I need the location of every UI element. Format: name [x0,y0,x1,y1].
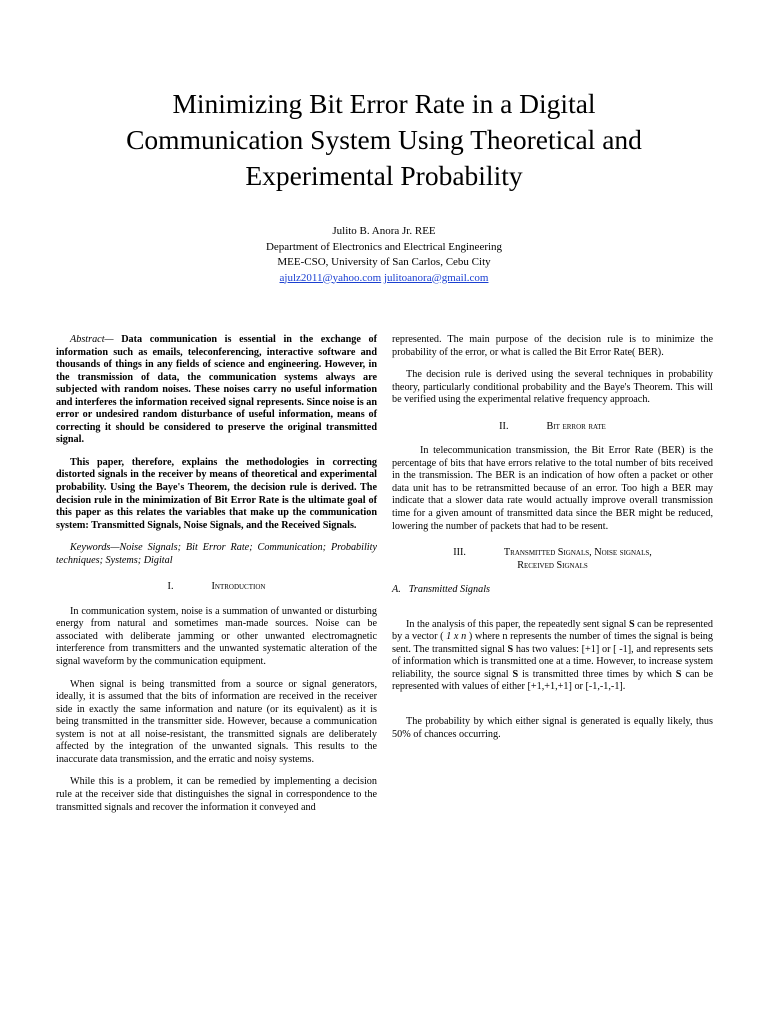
paper-title [60,86,708,194]
spacer [392,704,713,716]
section-title-line-1: Transmitted Signals, Noise signals, [503,547,652,559]
signal-symbol: S [507,643,514,655]
section-heading-signals [392,547,713,572]
author-department: Department of Electronics and Electrical Engineering [265,240,503,253]
abstract-paragraph-2: This paper, therefore, explains the methodologies in correcting distorted signals in the receiver by means of theoretical and experimental probability. Using the Baye's Theorem, the decision rule is derived. The decision rule in the minimization of Bit Error Rate is the ultimate goal of this paper as this relates the variables that make up the communication system: Transmitted Signals, Noise Signals, and the Received Signals. [56,456,377,531]
signals-paragraph-2: The probability by which either signal is generated is equally likely, thus 50% of chances occurring. [392,716,713,740]
title-line-3: Experimental Probability [245,160,523,191]
section-number: III. [453,547,466,559]
spacer [392,607,713,619]
subsection-letter: A. [392,584,401,596]
right-column [392,334,713,751]
title-line-2: Communication System Using Theoretical and [126,124,642,155]
text-run: is transmitted three times by which [518,668,676,680]
title-line-1: Minimizing Bit Error Rate in a Digital [172,88,596,119]
text-run: In the analysis of this paper, the repeatedly sent signal [406,618,629,630]
left-column [56,334,377,824]
ber-paragraph-1: In telecommunication transmission, the Bit Error Rate (BER) is the percentage of bits that have errors relative to the total number of bits received in the transmission. The BER is an indication of how often a packet or other data unit has to be retransmitted because of an error. Too high a BER may indicate that a slower data rate would actually improve overall transmission time for a given amount of transmitted data since the BER might be reduced, lowering the number of packets that had to be resent. [392,445,713,532]
subsection-title: Transmitted Signals [408,584,491,596]
keywords-label: Keywords— [70,542,120,554]
email-link-gmail[interactable]: julitoanora@gmail.com [383,271,489,284]
text-run: can be represented with values of either [+1,+1,+1] or [-1,-1,-1]. [392,668,713,693]
section-heading-bit-error-rate [392,421,713,434]
intro-paragraph-3: While this is a problem, it can be remedied by implementing a decision rule at the receiver side that distinguishes the signal in correspondence to the transmitted signals and recover the information it conveyed and [56,776,377,813]
author-name: Julito B. Anora Jr. REE [332,225,436,237]
author-block [60,224,708,286]
vector-notation: 1 x n [443,631,469,643]
keywords-text: Noise Signals; Bit Error Rate; Communication; Probability techniques; Systems; Digital [56,542,377,566]
section-title: Introduction [211,581,266,593]
text-run: can be represented by a vector ( [392,618,713,643]
section-title: Bit error rate [546,420,606,432]
signal-symbol: S [675,668,682,680]
author-emails [60,271,708,287]
intro-paragraph-3-continued: represented. The main purpose of the decision rule is to minimize the probability of the error, or what is called the Bit Error Rate( BER). [392,334,713,358]
author-affiliation: MEE-CSO, University of San Carlos, Cebu City [277,256,491,268]
section-number: II. [499,420,509,432]
abstract-label: Abstract— [70,334,114,345]
signal-symbol: S [512,668,519,680]
text-run: ) where n represents the number of times the signal is being sent. The transmitted signal [392,631,713,655]
text-run: has two values: [+1] or [ -1], and represents sets of information which is transmitted one at a time. However, to increase system reliability, the source signal [392,643,714,680]
section-title-line-2: Received Signals [517,559,588,571]
signals-paragraph-1 [392,619,713,694]
abstract-paragraph [56,334,377,447]
abstract-text: Data communication is essential in the exchange of information such as emails, teleconferencing, interactive software and thousands of things in any fields of science and engineering. However, in the transmission of data, the communication systems always are subjected with random noises. These noises carry no useful information and interferes the information received signal represents. Since noise is an error or undesired random disturbance of useful information, means of correcting it should be considered to preserve the original transmitted signal. [56,334,377,446]
intro-paragraph-2: When signal is being transmitted from a source or signal generators, ideally, it is assumed that the bits of information are received in the receiver side in exactly the same information and nature (or its equivalent) as it is being transmitted in the transmitter side. However, because a communication system is not at all noise-resistant, the transmitted signals are deliberately affected by the integration of the unwanted signals. This results to the inaccurate data transmission, and the erratic and noisy systems. [56,678,377,765]
intro-paragraph-1: In communication system, noise is a summation of unwanted or disturbing energy from natural and sometimes man-made sources. Noise can be associated with deliberate jamming or other unwanted electromagnetic interference from transmitters and the unwanted systematic alteration of the signal waveform by the communication equipment. [56,605,377,668]
signal-symbol: S [628,618,635,630]
keywords-paragraph [56,542,377,567]
subsection-heading-transmitted-signals [392,584,713,597]
email-link-yahoo[interactable]: ajulz2011@yahoo.com [279,271,382,284]
intro-paragraph-4: The decision rule is derived using the several techniques in probability theory, particularly conditional probability and the Baye's Theorem. This will be verified using the experimental relative frequency approach. [392,369,713,406]
section-number: I. [167,581,174,593]
section-heading-introduction [56,581,377,594]
